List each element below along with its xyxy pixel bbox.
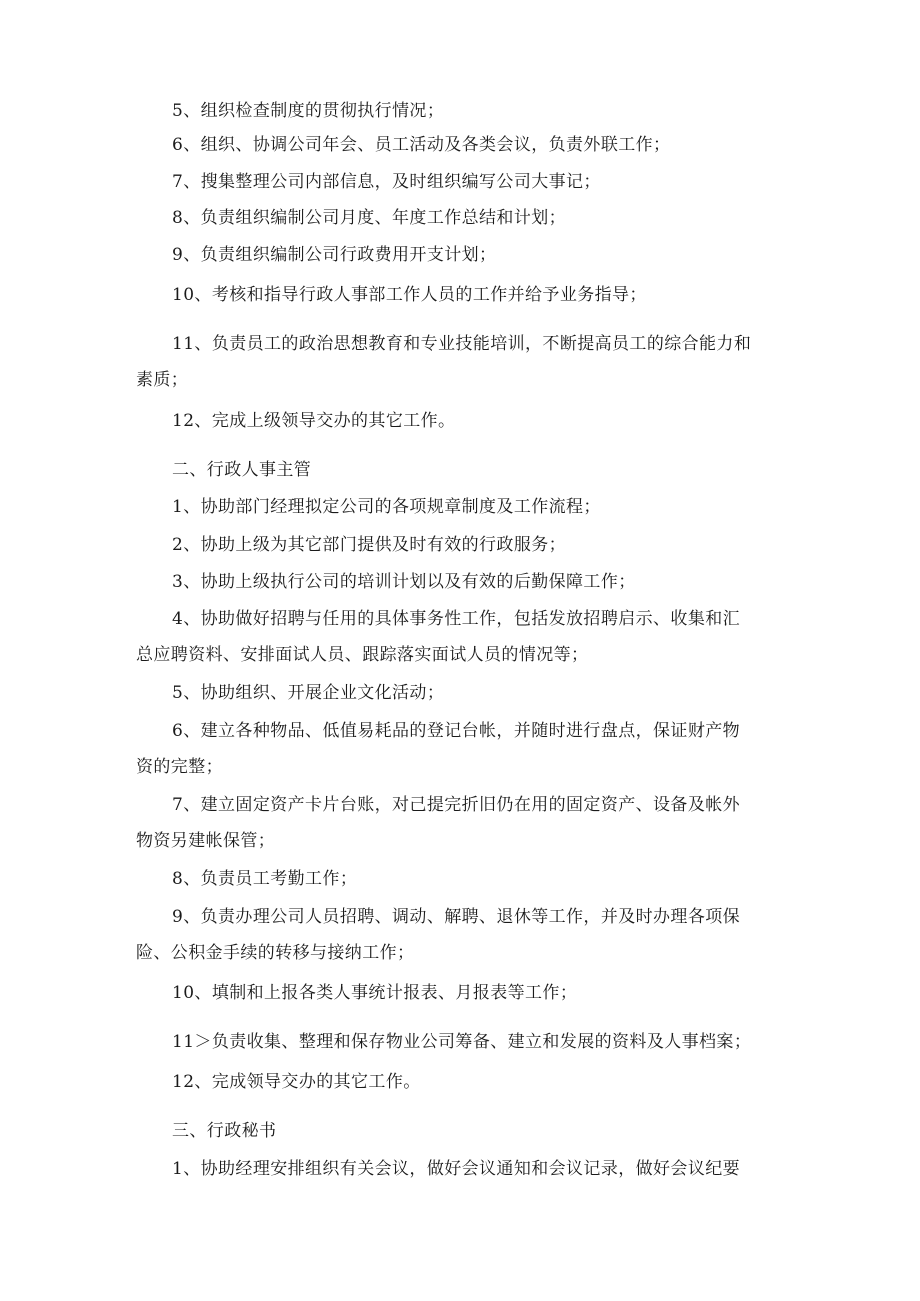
list-item: 11、负责员工的政治思想教育和专业技能培训，不断提高员工的综合能力和 — [172, 334, 752, 354]
list-item: 9、负责办理公司人员招聘、调动、解聘、退休等工作，并及时办理各项保 — [172, 907, 741, 927]
list-item: 1、协助部门经理拟定公司的各项规章制度及工作流程； — [172, 497, 601, 517]
list-item-continuation: 总应聘资料、安排面试人员、跟踪落实面试人员的情况等； — [136, 645, 589, 665]
list-item: 7、建立固定资产卡片台账，对己提完折旧仍在用的固定资产、设备及帐外 — [172, 795, 741, 815]
list-item: 5、组织检查制度的贯彻执行情况； — [172, 101, 445, 121]
list-item: 12、完成上级领导交办的其它工作。 — [172, 411, 456, 431]
list-item: 6、组织、协调公司年会、员工活动及各类会议，负责外联工作； — [172, 135, 671, 155]
list-item: 11＞负责收集、整理和保存物业公司筹备、建立和发展的资料及人事档案； — [172, 1032, 752, 1052]
section-heading: 二、行政人事主管 — [172, 460, 312, 480]
section-heading: 三、行政秘书 — [172, 1121, 277, 1141]
list-item: 8、负责组织编制公司月度、年度工作总结和计划； — [172, 208, 567, 228]
list-item-continuation: 素质； — [136, 370, 189, 390]
list-item-continuation: 物资另建帐保管； — [136, 831, 276, 851]
list-item: 5、协助组织、开展企业文化活动； — [172, 683, 445, 703]
list-item-continuation: 资的完整； — [136, 757, 223, 777]
list-item-continuation: 险、公积金手续的转移与接纳工作； — [136, 943, 415, 963]
list-item: 8、负责员工考勤工作； — [172, 869, 358, 889]
list-item: 3、协助上级执行公司的培训计划以及有效的后勤保障工作； — [172, 572, 636, 592]
list-item: 10、填制和上报各类人事统计报表、月报表等工作； — [172, 983, 578, 1003]
list-item: 9、负责组织编制公司行政费用开支计划； — [172, 245, 497, 265]
list-item: 2、协助上级为其它部门提供及时有效的行政服务； — [172, 535, 567, 555]
list-item: 7、搜集整理公司内部信息，及时组织编写公司大事记； — [172, 172, 601, 192]
list-item: 4、协助做好招聘与任用的具体事务性工作，包括发放招聘启示、收集和汇 — [172, 609, 741, 629]
list-item: 1、协助经理安排组织有关会议，做好会议通知和会议记录，做好会议纪要 — [172, 1159, 741, 1179]
list-item: 12、完成领导交办的其它工作。 — [172, 1072, 421, 1092]
list-item: 6、建立各种物品、低值易耗品的登记台帐，并随时进行盘点，保证财产物 — [172, 721, 741, 741]
list-item: 10、考核和指导行政人事部工作人员的工作并给予业务指导； — [172, 285, 647, 305]
